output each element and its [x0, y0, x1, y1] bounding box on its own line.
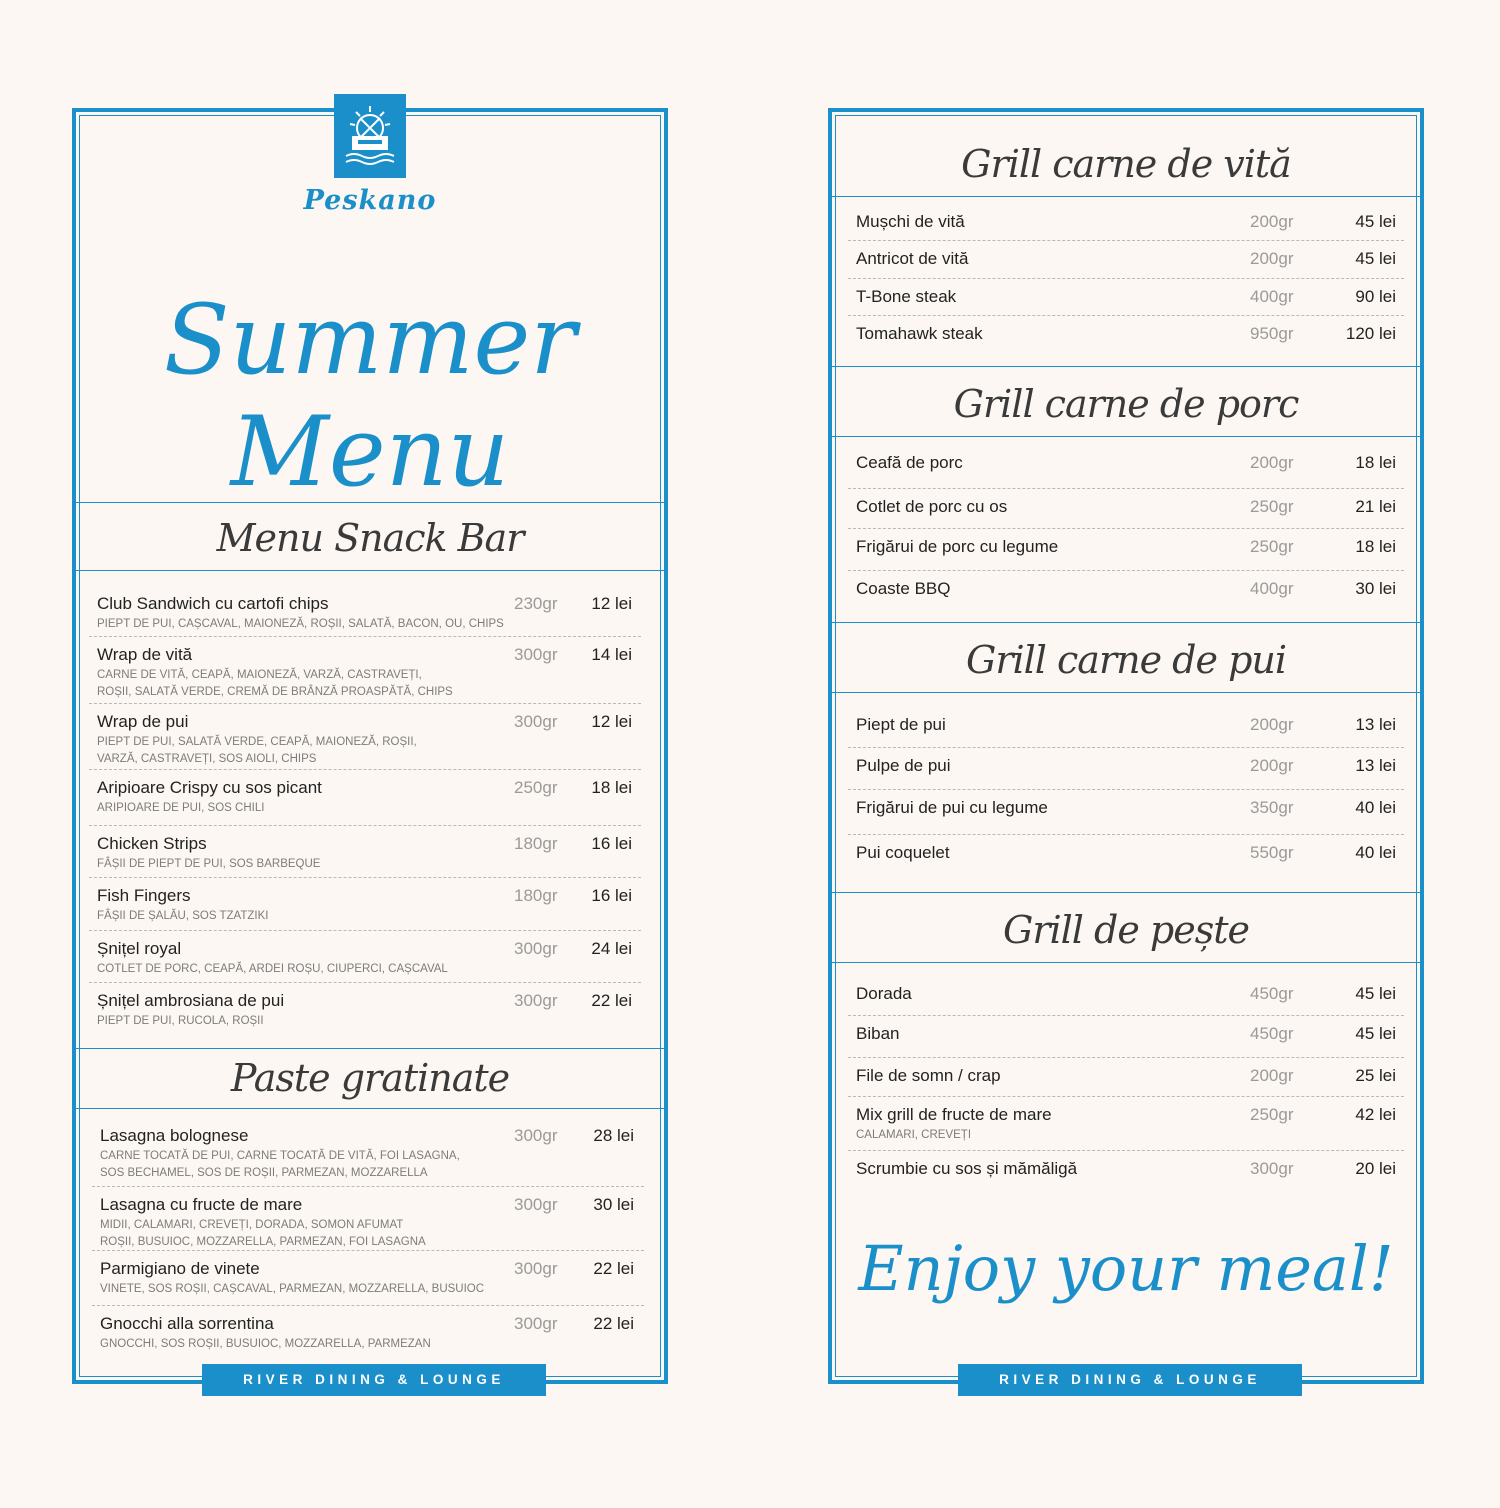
closing-message: Enjoy your meal!: [858, 1232, 1394, 1305]
item-weight: 300gr: [514, 1195, 558, 1214]
item-name: Coaste BBQ: [856, 579, 951, 598]
item-name: Lasagna cu fructe de mare: [100, 1195, 303, 1214]
item-name: Fish Fingers: [97, 886, 191, 905]
item-price: 12 lei: [591, 712, 632, 731]
page-title: Summer Menu: [163, 284, 577, 508]
divider: [832, 622, 1420, 623]
item-name: Aripioare Crispy cu sos picant: [97, 778, 322, 797]
item-name: File de somn / crap: [856, 1066, 1001, 1085]
divider: [76, 1108, 664, 1109]
row-separator: [848, 488, 1404, 489]
item-description: PIEPT DE PUI, CAȘCAVAL, MAIONEZĂ, ROȘII, SALATĂ, BACON, OU, CHIPS: [97, 618, 504, 630]
item-description: CARNE DE VITĂ, CEAPĂ, MAIONEZĂ, VARZĂ, CASTRAVEȚI,: [97, 669, 422, 681]
item-price: 18 lei: [1355, 453, 1396, 472]
row-separator: [89, 769, 641, 770]
row-separator: [848, 747, 1404, 748]
row-separator: [848, 834, 1404, 835]
item-weight: 400gr: [1250, 287, 1294, 306]
item-name: Frigărui de pui cu legume: [856, 798, 1048, 817]
item-description: COTLET DE PORC, CEAPĂ, ARDEI ROȘU, CIUPERCI, CAȘCAVAL: [97, 963, 448, 975]
divider: [76, 502, 664, 503]
item-price: 45 lei: [1355, 249, 1396, 268]
item-name: Biban: [856, 1024, 900, 1043]
item-price: 13 lei: [1355, 715, 1396, 734]
item-name: Scrumbie cu sos și mămăligă: [856, 1159, 1078, 1178]
item-weight: 250gr: [1250, 1105, 1294, 1124]
row-separator: [848, 528, 1404, 529]
footer-tagline: RIVER DINING & LOUNGE: [958, 1364, 1302, 1396]
row-separator: [848, 278, 1404, 279]
row-separator: [848, 1015, 1404, 1016]
item-description: VINETE, SOS ROȘII, CAȘCAVAL, PARMEZAN, MOZZARELLA, BUSUIOC: [100, 1283, 485, 1295]
item-name: Frigărui de porc cu legume: [856, 537, 1059, 556]
item-price: 25 lei: [1355, 1066, 1396, 1085]
item-weight: 300gr: [514, 939, 558, 958]
menu-panel-left: [72, 108, 668, 1384]
item-price: 21 lei: [1355, 497, 1396, 516]
item-description: PIEPT DE PUI, SALATĂ VERDE, CEAPĂ, MAIONEZĂ, ROȘII,: [97, 736, 417, 748]
item-price: 22 lei: [591, 991, 632, 1010]
row-separator: [92, 1250, 644, 1251]
divider: [832, 892, 1420, 893]
item-price: 45 lei: [1355, 1024, 1396, 1043]
item-name: Gnocchi alla sorrentina: [100, 1314, 274, 1333]
item-name: T-Bone steak: [856, 287, 957, 306]
section-heading-chicken: Grill carne de pui: [965, 638, 1287, 682]
row-separator: [848, 570, 1404, 571]
item-price: 28 lei: [593, 1126, 634, 1145]
item-name: Șnițel royal: [97, 939, 182, 958]
row-separator: [89, 877, 641, 878]
item-price: 45 lei: [1355, 212, 1396, 231]
item-description: PIEPT DE PUI, RUCOLA, ROȘII: [97, 1015, 264, 1027]
item-weight: 300gr: [514, 645, 558, 664]
item-weight: 300gr: [514, 1126, 558, 1145]
item-weight: 230gr: [514, 594, 558, 613]
item-price: 30 lei: [593, 1195, 634, 1214]
item-weight: 180gr: [514, 834, 558, 853]
item-name: Mix grill de fructe de mare: [856, 1105, 1052, 1124]
item-weight: 300gr: [1250, 1159, 1294, 1178]
item-price: 16 lei: [591, 834, 632, 853]
item-name: Wrap de vită: [97, 645, 193, 664]
item-price: 18 lei: [591, 778, 632, 797]
item-description: ARIPIOARE DE PUI, SOS CHILI: [97, 802, 265, 814]
divider: [76, 570, 664, 571]
item-weight: 180gr: [514, 886, 558, 905]
item-name: Pui coquelet: [856, 843, 950, 862]
footer-tagline: RIVER DINING & LOUNGE: [202, 1364, 546, 1396]
row-separator: [89, 703, 641, 704]
item-name: Mușchi de vită: [856, 212, 965, 231]
logo: [76, 94, 664, 216]
section-heading-beef: Grill carne de vită: [961, 142, 1291, 186]
item-name: Dorada: [856, 984, 912, 1003]
divider: [832, 196, 1420, 197]
brand-name: Peskano: [303, 185, 437, 216]
item-name: Parmigiano de vinete: [100, 1259, 260, 1278]
menu-panel-right: [828, 108, 1424, 1384]
row-separator: [848, 1057, 1404, 1058]
item-price: 30 lei: [1355, 579, 1396, 598]
item-price: 13 lei: [1355, 756, 1396, 775]
item-weight: 300gr: [514, 712, 558, 731]
item-description: MIDII, CALAMARI, CREVEȚI, DORADA, SOMON AFUMAT: [100, 1219, 404, 1231]
row-separator: [92, 1305, 644, 1306]
row-separator: [848, 1150, 1404, 1151]
row-separator: [848, 789, 1404, 790]
item-weight: 400gr: [1250, 579, 1294, 598]
item-price: 40 lei: [1355, 843, 1396, 862]
item-name: Wrap de pui: [97, 712, 189, 731]
item-description: CARNE TOCATĂ DE PUI, CARNE TOCATĂ DE VITĂ, FOI LASAGNA,: [100, 1150, 460, 1162]
item-price: 120 lei: [1345, 324, 1396, 343]
row-separator: [89, 930, 641, 931]
item-price: 12 lei: [591, 594, 632, 613]
item-description: SOS BECHAMEL, SOS DE ROȘII, PARMEZAN, MOZZARELLA: [100, 1167, 428, 1179]
item-name: Piept de pui: [856, 715, 946, 734]
divider: [832, 692, 1420, 693]
item-description: ROȘII, SALATĂ VERDE, CREMĂ DE BRÂNZĂ PROASPĂTĂ, CHIPS: [97, 686, 453, 698]
divider: [832, 436, 1420, 437]
row-separator: [89, 982, 641, 983]
item-weight: 200gr: [1250, 715, 1294, 734]
item-name: Ceafă de porc: [856, 453, 963, 472]
item-price: 22 lei: [593, 1259, 634, 1278]
section-heading-pasta: Paste gratinate: [230, 1056, 510, 1100]
item-price: 40 lei: [1355, 798, 1396, 817]
section-heading-fish: Grill de pește: [1002, 908, 1250, 952]
item-weight: 350gr: [1250, 798, 1294, 817]
item-description: GNOCCHI, SOS ROȘII, BUSUIOC, MOZZARELLA, PARMEZAN: [100, 1338, 431, 1350]
item-weight: 300gr: [514, 1259, 558, 1278]
section-heading-pork: Grill carne de porc: [953, 382, 1299, 426]
item-weight: 950gr: [1250, 324, 1294, 343]
item-name: Pulpe de pui: [856, 756, 951, 775]
row-separator: [848, 315, 1404, 316]
item-weight: 250gr: [1250, 537, 1294, 556]
section-heading-snack: Menu Snack Bar: [216, 516, 524, 560]
item-weight: 200gr: [1250, 212, 1294, 231]
item-description: ROȘII, BUSUIOC, MOZZARELLA, PARMEZAN, FOI LASAGNA: [100, 1236, 426, 1248]
item-weight: 450gr: [1250, 984, 1294, 1003]
item-description: FÂȘII DE ȘALĂU, SOS TZATZIKI: [97, 910, 269, 922]
item-description: CALAMARI, CREVEȚI: [856, 1129, 972, 1141]
item-description: VARZĂ, CASTRAVEȚI, SOS AIOLI, CHIPS: [97, 753, 317, 765]
divider: [832, 962, 1420, 963]
divider: [832, 366, 1420, 367]
item-name: Șnițel ambrosiana de pui: [97, 991, 285, 1010]
item-weight: 250gr: [514, 778, 558, 797]
item-price: 22 lei: [593, 1314, 634, 1333]
item-weight: 300gr: [514, 1314, 558, 1333]
row-separator: [89, 636, 641, 637]
item-name: Club Sandwich cu cartofi chips: [97, 594, 329, 613]
item-weight: 250gr: [1250, 497, 1294, 516]
item-name: Chicken Strips: [97, 834, 207, 853]
item-name: Antricot de vită: [856, 249, 969, 268]
item-price: 18 lei: [1355, 537, 1396, 556]
item-weight: 200gr: [1250, 249, 1294, 268]
item-price: 20 lei: [1355, 1159, 1396, 1178]
item-price: 42 lei: [1355, 1105, 1396, 1124]
item-weight: 200gr: [1250, 756, 1294, 775]
row-separator: [848, 1096, 1404, 1097]
item-name: Lasagna bolognese: [100, 1126, 249, 1145]
item-price: 90 lei: [1355, 287, 1396, 306]
item-weight: 550gr: [1250, 843, 1294, 862]
restaurant-logo-icon: [334, 94, 406, 178]
row-separator: [89, 825, 641, 826]
row-separator: [848, 240, 1404, 241]
item-weight: 450gr: [1250, 1024, 1294, 1043]
item-weight: 200gr: [1250, 1066, 1294, 1085]
item-price: 24 lei: [591, 939, 632, 958]
item-weight: 300gr: [514, 991, 558, 1010]
item-description: FÂȘII DE PIEPT DE PUI, SOS BARBEQUE: [97, 858, 321, 870]
divider: [76, 1048, 664, 1049]
row-separator: [92, 1186, 644, 1187]
item-price: 45 lei: [1355, 984, 1396, 1003]
item-name: Cotlet de porc cu os: [856, 497, 1008, 516]
item-price: 14 lei: [591, 645, 632, 664]
item-price: 16 lei: [591, 886, 632, 905]
item-name: Tomahawk steak: [856, 324, 983, 343]
logo-badge: [334, 94, 406, 178]
item-weight: 200gr: [1250, 453, 1294, 472]
